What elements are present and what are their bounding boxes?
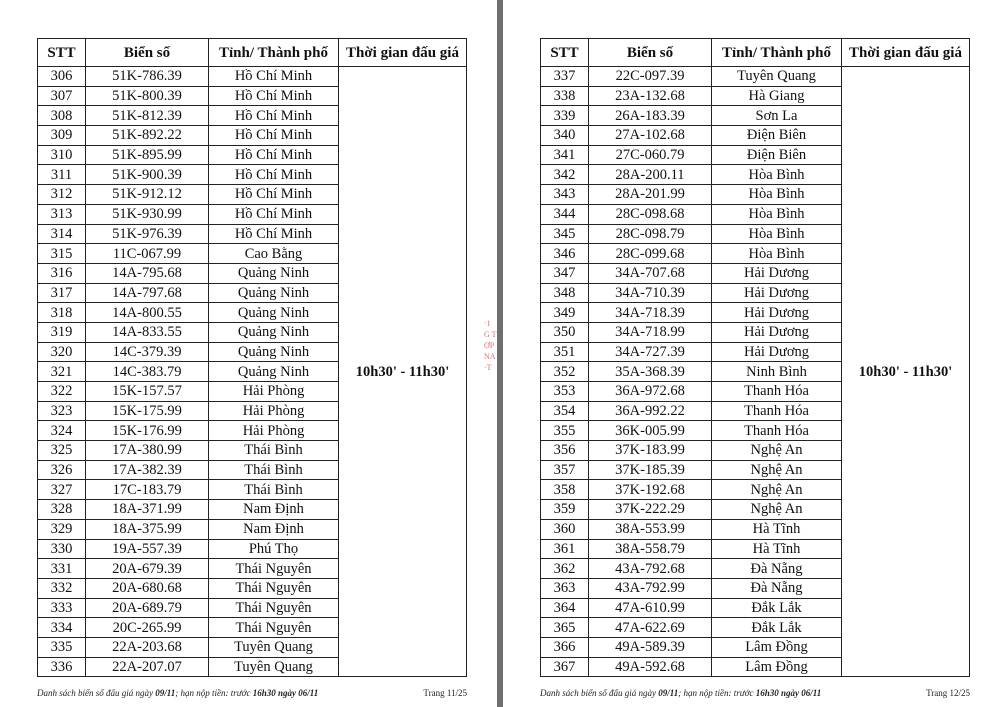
cell-plate: 34A-718.39	[589, 303, 712, 323]
header-plate: Biển số	[86, 39, 209, 67]
table-header-row	[38, 39, 467, 67]
footer-prefix: Danh sách biển số đấu giá ngày	[37, 688, 156, 698]
cell-plate: 34A-710.39	[589, 283, 712, 303]
cell-stt: 336	[38, 657, 86, 677]
cell-stt: 317	[38, 283, 86, 303]
cell-stt: 344	[541, 204, 589, 224]
cell-province: Hòa Bình	[712, 185, 842, 205]
cell-province: Hà Tĩnh	[712, 539, 842, 559]
cell-province: Hồ Chí Minh	[209, 106, 339, 126]
cell-stt: 330	[38, 539, 86, 559]
cell-province: Tuyên Quang	[209, 657, 339, 677]
cell-stt: 364	[541, 598, 589, 618]
cell-plate: 20C-265.99	[86, 618, 209, 638]
cell-stt: 321	[38, 362, 86, 382]
cell-plate: 37K-222.29	[589, 500, 712, 520]
cell-province: Nghệ An	[712, 500, 842, 520]
cell-province: Thái Bình	[209, 460, 339, 480]
footer-note	[37, 688, 318, 698]
cell-stt: 337	[541, 67, 589, 87]
cell-plate: 37K-192.68	[589, 480, 712, 500]
cell-plate: 15K-175.99	[86, 401, 209, 421]
header-stt: STT	[38, 39, 86, 67]
footer-prefix: Danh sách biển số đấu giá ngày	[540, 688, 659, 698]
footer-note	[540, 688, 821, 698]
cell-stt: 312	[38, 185, 86, 205]
cell-province: Thái Bình	[209, 441, 339, 461]
cell-plate: 51K-812.39	[86, 106, 209, 126]
cell-plate: 23A-132.68	[589, 86, 712, 106]
cell-stt: 345	[541, 224, 589, 244]
cell-plate: 17C-183.79	[86, 480, 209, 500]
cell-plate: 51K-786.39	[86, 67, 209, 87]
cell-stt: 310	[38, 145, 86, 165]
footer-middle: ; hạn nộp tiền: trước	[678, 688, 756, 698]
footer-deadline: 16h30 ngày 06/11	[755, 688, 822, 698]
cell-province: Quảng Ninh	[209, 362, 339, 382]
cell-province: Hồ Chí Minh	[209, 224, 339, 244]
cell-stt: 342	[541, 165, 589, 185]
table-header-row	[541, 39, 970, 67]
cell-plate: 36A-972.68	[589, 382, 712, 402]
header-province: Tỉnh/ Thành phố	[712, 39, 842, 67]
cell-stt: 351	[541, 342, 589, 362]
cell-stt: 353	[541, 382, 589, 402]
cell-stt: 307	[38, 86, 86, 106]
cell-province: Hải Dương	[712, 303, 842, 323]
cell-province: Nghệ An	[712, 480, 842, 500]
plate-table-right	[540, 38, 970, 677]
cell-stt: 350	[541, 322, 589, 342]
cell-stt: 366	[541, 637, 589, 657]
cell-plate: 18A-375.99	[86, 519, 209, 539]
cell-province: Đà Nẵng	[712, 578, 842, 598]
cell-province: Hải Dương	[712, 342, 842, 362]
table-row	[541, 67, 970, 87]
cell-plate: 43A-792.99	[589, 578, 712, 598]
cell-stt: 322	[38, 382, 86, 402]
cell-province: Nam Định	[209, 519, 339, 539]
cell-plate: 51K-895.99	[86, 145, 209, 165]
cell-stt: 335	[38, 637, 86, 657]
page-number: Trang 12/25	[926, 688, 970, 698]
cell-stt: 338	[541, 86, 589, 106]
cell-plate: 14C-383.79	[86, 362, 209, 382]
cell-stt: 347	[541, 263, 589, 283]
cell-province: Hòa Bình	[712, 165, 842, 185]
cell-stt: 313	[38, 204, 86, 224]
cell-plate: 14A-797.68	[86, 283, 209, 303]
cell-plate: 38A-558.79	[589, 539, 712, 559]
cell-province: Hải Dương	[712, 283, 842, 303]
cell-province: Hải Dương	[712, 263, 842, 283]
cell-province: Đắk Lắk	[712, 618, 842, 638]
cell-plate: 51K-912.12	[86, 185, 209, 205]
cell-plate: 17A-380.99	[86, 441, 209, 461]
cell-plate: 28C-098.79	[589, 224, 712, 244]
cell-province: Phú Thọ	[209, 539, 339, 559]
cell-stt: 318	[38, 303, 86, 323]
cell-stt: 327	[38, 480, 86, 500]
cell-province: Hồ Chí Minh	[209, 185, 339, 205]
cell-plate: 22A-207.07	[86, 657, 209, 677]
cell-province: Hòa Bình	[712, 244, 842, 264]
cell-stt: 341	[541, 145, 589, 165]
footer-date: 09/11	[155, 688, 176, 698]
cell-plate: 47A-622.69	[589, 618, 712, 638]
cell-plate: 49A-592.68	[589, 657, 712, 677]
header-province: Tỉnh/ Thành phố	[209, 39, 339, 67]
cell-province: Nghệ An	[712, 460, 842, 480]
header-plate: Biển số	[589, 39, 712, 67]
cell-plate: 20A-680.68	[86, 578, 209, 598]
cell-stt: 319	[38, 322, 86, 342]
cell-province: Lâm Đồng	[712, 657, 842, 677]
cell-plate: 11C-067.99	[86, 244, 209, 264]
cell-plate: 36A-992.22	[589, 401, 712, 421]
auction-time-cell: 10h30' - 11h30'	[339, 67, 467, 677]
cell-province: Nam Định	[209, 500, 339, 520]
document-page-right	[503, 0, 1000, 707]
cell-province: Hải Phòng	[209, 421, 339, 441]
cell-province: Nghệ An	[712, 441, 842, 461]
cell-plate: 28C-098.68	[589, 204, 712, 224]
table-row	[38, 67, 467, 87]
cell-province: Điện Biên	[712, 145, 842, 165]
cell-stt: 361	[541, 539, 589, 559]
cell-plate: 38A-553.99	[589, 519, 712, 539]
cell-stt: 362	[541, 559, 589, 579]
cell-stt: 360	[541, 519, 589, 539]
cell-stt: 329	[38, 519, 86, 539]
cell-plate: 47A-610.99	[589, 598, 712, 618]
cell-province: Thái Bình	[209, 480, 339, 500]
cell-stt: 354	[541, 401, 589, 421]
cell-plate: 34A-718.99	[589, 322, 712, 342]
cell-province: Thanh Hóa	[712, 382, 842, 402]
cell-province: Thái Nguyên	[209, 559, 339, 579]
cell-stt: 334	[38, 618, 86, 638]
cell-stt: 324	[38, 421, 86, 441]
cell-province: Hải Phòng	[209, 382, 339, 402]
cell-plate: 51K-892.22	[86, 126, 209, 146]
cell-province: Hồ Chí Minh	[209, 165, 339, 185]
header-stt: STT	[541, 39, 589, 67]
cell-plate: 28A-201.99	[589, 185, 712, 205]
cell-province: Quảng Ninh	[209, 342, 339, 362]
cell-province: Hồ Chí Minh	[209, 204, 339, 224]
cell-plate: 20A-679.39	[86, 559, 209, 579]
document-page-left	[0, 0, 497, 707]
cell-stt: 339	[541, 106, 589, 126]
cell-stt: 356	[541, 441, 589, 461]
cell-stt: 363	[541, 578, 589, 598]
cell-plate: 35A-368.39	[589, 362, 712, 382]
cell-stt: 326	[38, 460, 86, 480]
cell-stt: 348	[541, 283, 589, 303]
cell-stt: 309	[38, 126, 86, 146]
cell-plate: 34A-727.39	[589, 342, 712, 362]
cell-stt: 306	[38, 67, 86, 87]
cell-plate: 19A-557.39	[86, 539, 209, 559]
cell-plate: 51K-976.39	[86, 224, 209, 244]
cell-province: Hà Tĩnh	[712, 519, 842, 539]
cell-province: Lâm Đồng	[712, 637, 842, 657]
cell-stt: 328	[38, 500, 86, 520]
cell-province: Thái Nguyên	[209, 578, 339, 598]
cell-stt: 349	[541, 303, 589, 323]
cell-stt: 357	[541, 460, 589, 480]
cell-province: Thanh Hóa	[712, 421, 842, 441]
header-time: Thời gian đấu giá	[842, 39, 970, 67]
cell-province: Quảng Ninh	[209, 322, 339, 342]
cell-province: Hồ Chí Minh	[209, 145, 339, 165]
cell-plate: 28A-200.11	[589, 165, 712, 185]
cell-province: Quảng Ninh	[209, 303, 339, 323]
cell-province: Thái Nguyên	[209, 618, 339, 638]
cell-province: Đà Nẵng	[712, 559, 842, 579]
cell-province: Sơn La	[712, 106, 842, 126]
cell-province: Hải Dương	[712, 322, 842, 342]
cell-stt: 355	[541, 421, 589, 441]
cell-stt: 340	[541, 126, 589, 146]
cell-plate: 15K-157.57	[86, 382, 209, 402]
cell-province: Ninh Bình	[712, 362, 842, 382]
cell-plate: 27A-102.68	[589, 126, 712, 146]
cell-stt: 367	[541, 657, 589, 677]
cell-province: Thái Nguyên	[209, 598, 339, 618]
red-stamp-mark: ·1 G T ỢP NA ·T	[484, 319, 497, 372]
cell-stt: 346	[541, 244, 589, 264]
cell-province: Hồ Chí Minh	[209, 86, 339, 106]
cell-plate: 20A-689.79	[86, 598, 209, 618]
cell-province: Hồ Chí Minh	[209, 126, 339, 146]
cell-province: Quảng Ninh	[209, 263, 339, 283]
cell-province: Thanh Hóa	[712, 401, 842, 421]
cell-stt: 343	[541, 185, 589, 205]
footer-deadline: 16h30 ngày 06/11	[252, 688, 319, 698]
cell-province: Tuyên Quang	[712, 67, 842, 87]
cell-plate: 14A-800.55	[86, 303, 209, 323]
cell-province: Tuyên Quang	[209, 637, 339, 657]
cell-plate: 51K-800.39	[86, 86, 209, 106]
cell-province: Quảng Ninh	[209, 283, 339, 303]
cell-plate: 36K-005.99	[589, 421, 712, 441]
cell-plate: 22C-097.39	[589, 67, 712, 87]
cell-plate: 28C-099.68	[589, 244, 712, 264]
cell-plate: 26A-183.39	[589, 106, 712, 126]
cell-plate: 14A-795.68	[86, 263, 209, 283]
cell-province: Điện Biên	[712, 126, 842, 146]
cell-stt: 331	[38, 559, 86, 579]
cell-plate: 34A-707.68	[589, 263, 712, 283]
cell-stt: 315	[38, 244, 86, 264]
cell-stt: 332	[38, 578, 86, 598]
cell-plate: 15K-176.99	[86, 421, 209, 441]
cell-stt: 352	[541, 362, 589, 382]
cell-province: Hồ Chí Minh	[209, 67, 339, 87]
cell-province: Hòa Bình	[712, 204, 842, 224]
footer-date: 09/11	[658, 688, 679, 698]
cell-plate: 14A-833.55	[86, 322, 209, 342]
cell-stt: 311	[38, 165, 86, 185]
auction-time-cell: 10h30' - 11h30'	[842, 67, 970, 677]
cell-stt: 320	[38, 342, 86, 362]
cell-stt: 333	[38, 598, 86, 618]
cell-stt: 316	[38, 263, 86, 283]
cell-province: Hòa Bình	[712, 224, 842, 244]
cell-province: Hải Phòng	[209, 401, 339, 421]
cell-plate: 51K-930.99	[86, 204, 209, 224]
cell-stt: 365	[541, 618, 589, 638]
cell-stt: 308	[38, 106, 86, 126]
cell-stt: 359	[541, 500, 589, 520]
cell-plate: 17A-382.39	[86, 460, 209, 480]
cell-plate: 27C-060.79	[589, 145, 712, 165]
cell-plate: 37K-185.39	[589, 460, 712, 480]
cell-stt: 323	[38, 401, 86, 421]
cell-stt: 314	[38, 224, 86, 244]
cell-stt: 358	[541, 480, 589, 500]
cell-plate: 37K-183.99	[589, 441, 712, 461]
cell-province: Đắk Lắk	[712, 598, 842, 618]
cell-plate: 14C-379.39	[86, 342, 209, 362]
cell-province: Cao Bằng	[209, 244, 339, 264]
cell-plate: 51K-900.39	[86, 165, 209, 185]
cell-province: Hà Giang	[712, 86, 842, 106]
page-number: Trang 11/25	[423, 688, 467, 698]
cell-plate: 49A-589.39	[589, 637, 712, 657]
cell-plate: 43A-792.68	[589, 559, 712, 579]
footer-middle: ; hạn nộp tiền: trước	[175, 688, 253, 698]
cell-plate: 18A-371.99	[86, 500, 209, 520]
header-time: Thời gian đấu giá	[339, 39, 467, 67]
plate-table-left	[37, 38, 467, 677]
cell-stt: 325	[38, 441, 86, 461]
cell-plate: 22A-203.68	[86, 637, 209, 657]
